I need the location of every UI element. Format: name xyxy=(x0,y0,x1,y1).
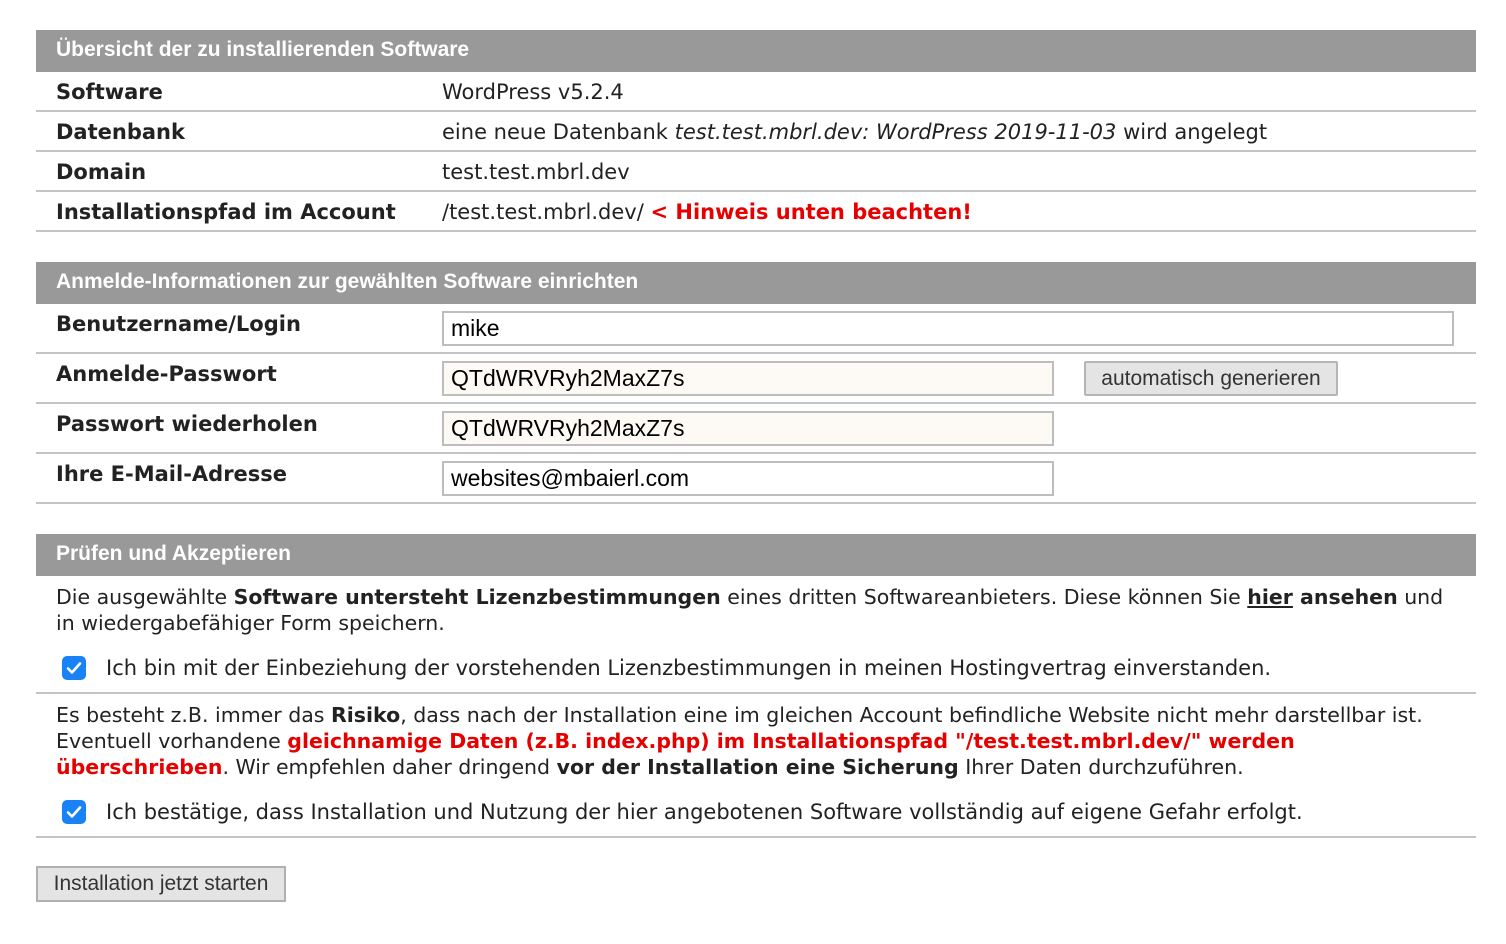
risk-consent-row xyxy=(62,800,1303,824)
email-label: Ihre E-Mail-Adresse xyxy=(56,462,288,486)
license-view-bold: ansehen xyxy=(1292,585,1398,609)
install-path-label: Installationspfad im Account xyxy=(56,200,396,224)
overview-header: Übersicht der zu installierenden Software xyxy=(36,30,1476,72)
license-text-3: und in wiedergabefähiger Form speichern. xyxy=(56,585,1444,635)
overview-row-database xyxy=(36,112,1476,152)
software-overview-section xyxy=(36,30,1476,232)
software-label: Software xyxy=(56,80,163,104)
database-value xyxy=(442,120,1267,144)
database-label: Datenbank xyxy=(56,120,185,144)
risk-text xyxy=(56,702,1466,780)
install-path-warning: < Hinweis unten beachten! xyxy=(650,200,972,224)
domain-value: test.test.mbrl.dev xyxy=(442,160,630,184)
login-row-username xyxy=(36,304,1476,354)
overview-row-software xyxy=(36,72,1476,112)
risk-text-2: , dass nach der Installation eine im gleichen Account befindliche Website nicht mehr darstellbar ist. Eventuell vorhandene xyxy=(56,703,1423,753)
checkmark-icon xyxy=(66,661,82,675)
login-row-email xyxy=(36,454,1476,504)
check-divider xyxy=(36,692,1476,694)
overview-row-install-path xyxy=(36,192,1476,232)
login-row-password xyxy=(36,354,1476,404)
license-checkbox[interactable] xyxy=(62,656,86,680)
database-name: test.test.mbrl.dev: WordPress 2019-11-03 xyxy=(674,120,1117,144)
install-path: /test.test.mbrl.dev/ xyxy=(442,200,644,224)
risk-text-4: Ihrer Daten durchzuführen. xyxy=(958,755,1244,779)
license-text-1: Die ausgewählte xyxy=(56,585,234,609)
software-value: WordPress v5.2.4 xyxy=(442,80,624,104)
username-input[interactable]: mike xyxy=(442,311,1454,346)
password-label: Anmelde-Passwort xyxy=(56,362,277,386)
overview-row-domain xyxy=(36,152,1476,192)
license-text xyxy=(56,584,1466,636)
database-value-post: wird angelegt xyxy=(1116,120,1268,144)
start-installation-button[interactable]: Installation jetzt starten xyxy=(36,866,286,902)
check-bottom-divider xyxy=(36,836,1476,838)
checkmark-icon xyxy=(66,805,82,819)
install-path-value xyxy=(442,200,972,224)
check-header: Prüfen und Akzeptieren xyxy=(36,534,1476,576)
login-row-password-repeat xyxy=(36,404,1476,454)
check-accept-section xyxy=(36,534,1476,838)
license-text-bold: Software untersteht Lizenzbestimmungen xyxy=(233,585,721,609)
risk-checkbox[interactable] xyxy=(62,800,86,824)
risk-text-1: Es besteht z.B. immer das xyxy=(56,703,331,727)
domain-label: Domain xyxy=(56,160,147,184)
database-value-pre: eine neue Datenbank xyxy=(442,120,675,144)
backup-advice: vor der Installation eine Sicherung xyxy=(556,755,959,779)
license-checkbox-label: Ich bin mit der Einbeziehung der vorstehenden Lizenzbestimmungen in meinen Hostingvertrag einverstanden. xyxy=(106,656,1272,680)
license-text-2: eines dritten Softwareanbieters. Diese können Sie xyxy=(720,585,1248,609)
license-consent-row xyxy=(62,656,1271,680)
overwrite-warning: gleichnamige Daten (z.B. index.php) im Installationspfad "/test.test.mbrl.dev/" werden überschrieben xyxy=(56,729,1295,779)
username-label: Benutzername/Login xyxy=(56,312,301,336)
password-repeat-label: Passwort wiederholen xyxy=(56,412,318,436)
generate-password-button[interactable]: automatisch generieren xyxy=(1084,361,1338,396)
password-repeat-input[interactable]: QTdWRVRyh2MaxZ7s xyxy=(442,411,1054,446)
login-header: Anmelde-Informationen zur gewählten Software einrichten xyxy=(36,262,1476,304)
risk-text-3: . Wir empfehlen daher dringend xyxy=(222,755,557,779)
risk-bold: Risiko xyxy=(331,703,401,727)
email-input[interactable]: websites@mbaierl.com xyxy=(442,461,1054,496)
password-input[interactable]: QTdWRVRyh2MaxZ7s xyxy=(442,361,1054,396)
license-link[interactable]: hier xyxy=(1247,585,1293,609)
risk-checkbox-label: Ich bestätige, dass Installation und Nutzung der hier angebotenen Software vollständig auf eigene Gefahr erfolgt. xyxy=(106,800,1303,824)
login-info-section xyxy=(36,262,1476,504)
